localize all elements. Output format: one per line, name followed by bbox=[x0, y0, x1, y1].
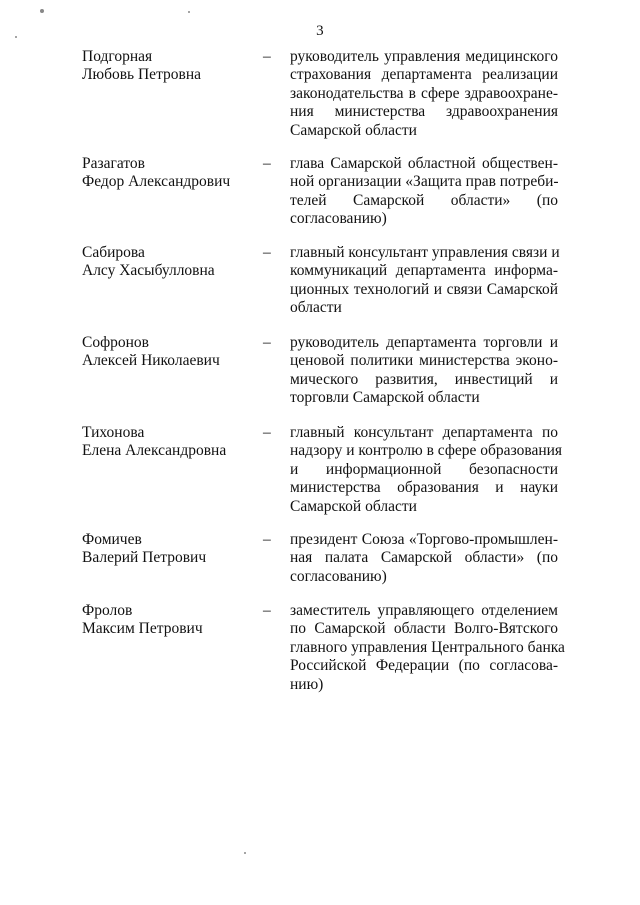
position-line: ценовой политики министерства эконо- bbox=[290, 352, 558, 370]
position-line: президент Союза «Торгово-промышлен- bbox=[290, 531, 558, 548]
member-given-name: Валерий Петрович bbox=[82, 549, 207, 567]
scan-speck bbox=[244, 852, 246, 854]
position-line: Самарской области bbox=[290, 121, 417, 139]
position-line: ной организации «Защита прав потреби- bbox=[290, 173, 559, 191]
position-line: мического развития, инвестиций и bbox=[290, 370, 558, 388]
member-given-name: Алексей Николаевич bbox=[82, 352, 220, 370]
position-line: страхования департамента реализации bbox=[290, 66, 558, 84]
position-line: ния министерства здравоохранения bbox=[290, 103, 558, 121]
position-line: заместитель управляющего отделением bbox=[290, 602, 558, 619]
member-surname: Софронов bbox=[82, 334, 149, 351]
member-name bbox=[82, 424, 257, 461]
member-name bbox=[82, 244, 257, 281]
member-surname: Тихонова bbox=[82, 424, 145, 441]
member-surname: Подгорная bbox=[82, 48, 153, 65]
position-line: министерства образования и науки bbox=[290, 479, 558, 497]
position-line: руководитель управления медицинского bbox=[290, 48, 558, 65]
member-position bbox=[290, 424, 563, 516]
dash-separator: – bbox=[263, 602, 271, 619]
dash-separator: – bbox=[263, 244, 271, 261]
member-position bbox=[290, 48, 558, 140]
position-line: законодательства в сфере здравоохране- bbox=[290, 84, 558, 102]
member-surname: Фомичев bbox=[82, 531, 142, 548]
position-line: коммуникаций департамента информа- bbox=[290, 262, 558, 280]
position-line: глава Самарской областной обществен- bbox=[290, 155, 558, 172]
member-given-name: Федор Александрович bbox=[82, 173, 231, 191]
position-line: Российской Федерации (по согласова- bbox=[290, 657, 558, 675]
position-line: области bbox=[290, 299, 342, 317]
member-position bbox=[290, 531, 558, 586]
dash-separator: – bbox=[263, 48, 271, 65]
scan-speck bbox=[188, 11, 190, 13]
member-position bbox=[290, 602, 565, 694]
member-given-name: Любовь Петровна bbox=[82, 66, 202, 84]
member-surname: Разагатов bbox=[82, 155, 145, 172]
position-line: торговли Самарской области bbox=[290, 389, 480, 407]
position-line: согласованию) bbox=[290, 210, 387, 228]
position-line: и информационной безопасности bbox=[290, 460, 558, 478]
position-line: главный консультант управления связи и bbox=[290, 244, 560, 261]
scan-speck bbox=[40, 9, 44, 13]
position-line: по Самарской области Волго-Вятского bbox=[290, 620, 558, 638]
position-line: главный консультант департамента по bbox=[290, 424, 558, 441]
member-position bbox=[290, 334, 558, 408]
member-name bbox=[82, 531, 257, 568]
dash-separator: – bbox=[263, 531, 271, 548]
member-name bbox=[82, 155, 257, 192]
position-line: руководитель департамента торговли и bbox=[290, 334, 558, 351]
member-given-name: Максим Петрович bbox=[82, 620, 203, 638]
position-line: Самарской области bbox=[290, 497, 417, 515]
member-name bbox=[82, 48, 257, 85]
page-number: 3 bbox=[316, 23, 324, 39]
position-line: согласованию) bbox=[290, 567, 387, 585]
position-line: ционных технологий и связи Самарской bbox=[290, 280, 558, 298]
member-name bbox=[82, 602, 257, 639]
position-line: нию) bbox=[290, 675, 324, 693]
dash-separator: – bbox=[263, 424, 271, 441]
member-surname: Сабирова bbox=[82, 244, 145, 261]
member-given-name: Елена Александровна bbox=[82, 442, 227, 460]
member-position bbox=[290, 244, 558, 318]
member-name bbox=[82, 334, 257, 371]
member-given-name: Алсу Хасыбулловна bbox=[82, 262, 215, 280]
dash-separator: – bbox=[263, 155, 271, 172]
position-line: надзору и контролю в сфере образования bbox=[290, 442, 563, 460]
position-line: главного управления Центрального банка bbox=[290, 638, 565, 656]
member-surname: Фролов bbox=[82, 602, 133, 619]
dash-separator: – bbox=[263, 334, 271, 351]
member-position bbox=[290, 155, 558, 229]
position-line: ная палата Самарской области» (по bbox=[290, 549, 558, 567]
position-line: телей Самарской области» (по bbox=[290, 191, 558, 209]
